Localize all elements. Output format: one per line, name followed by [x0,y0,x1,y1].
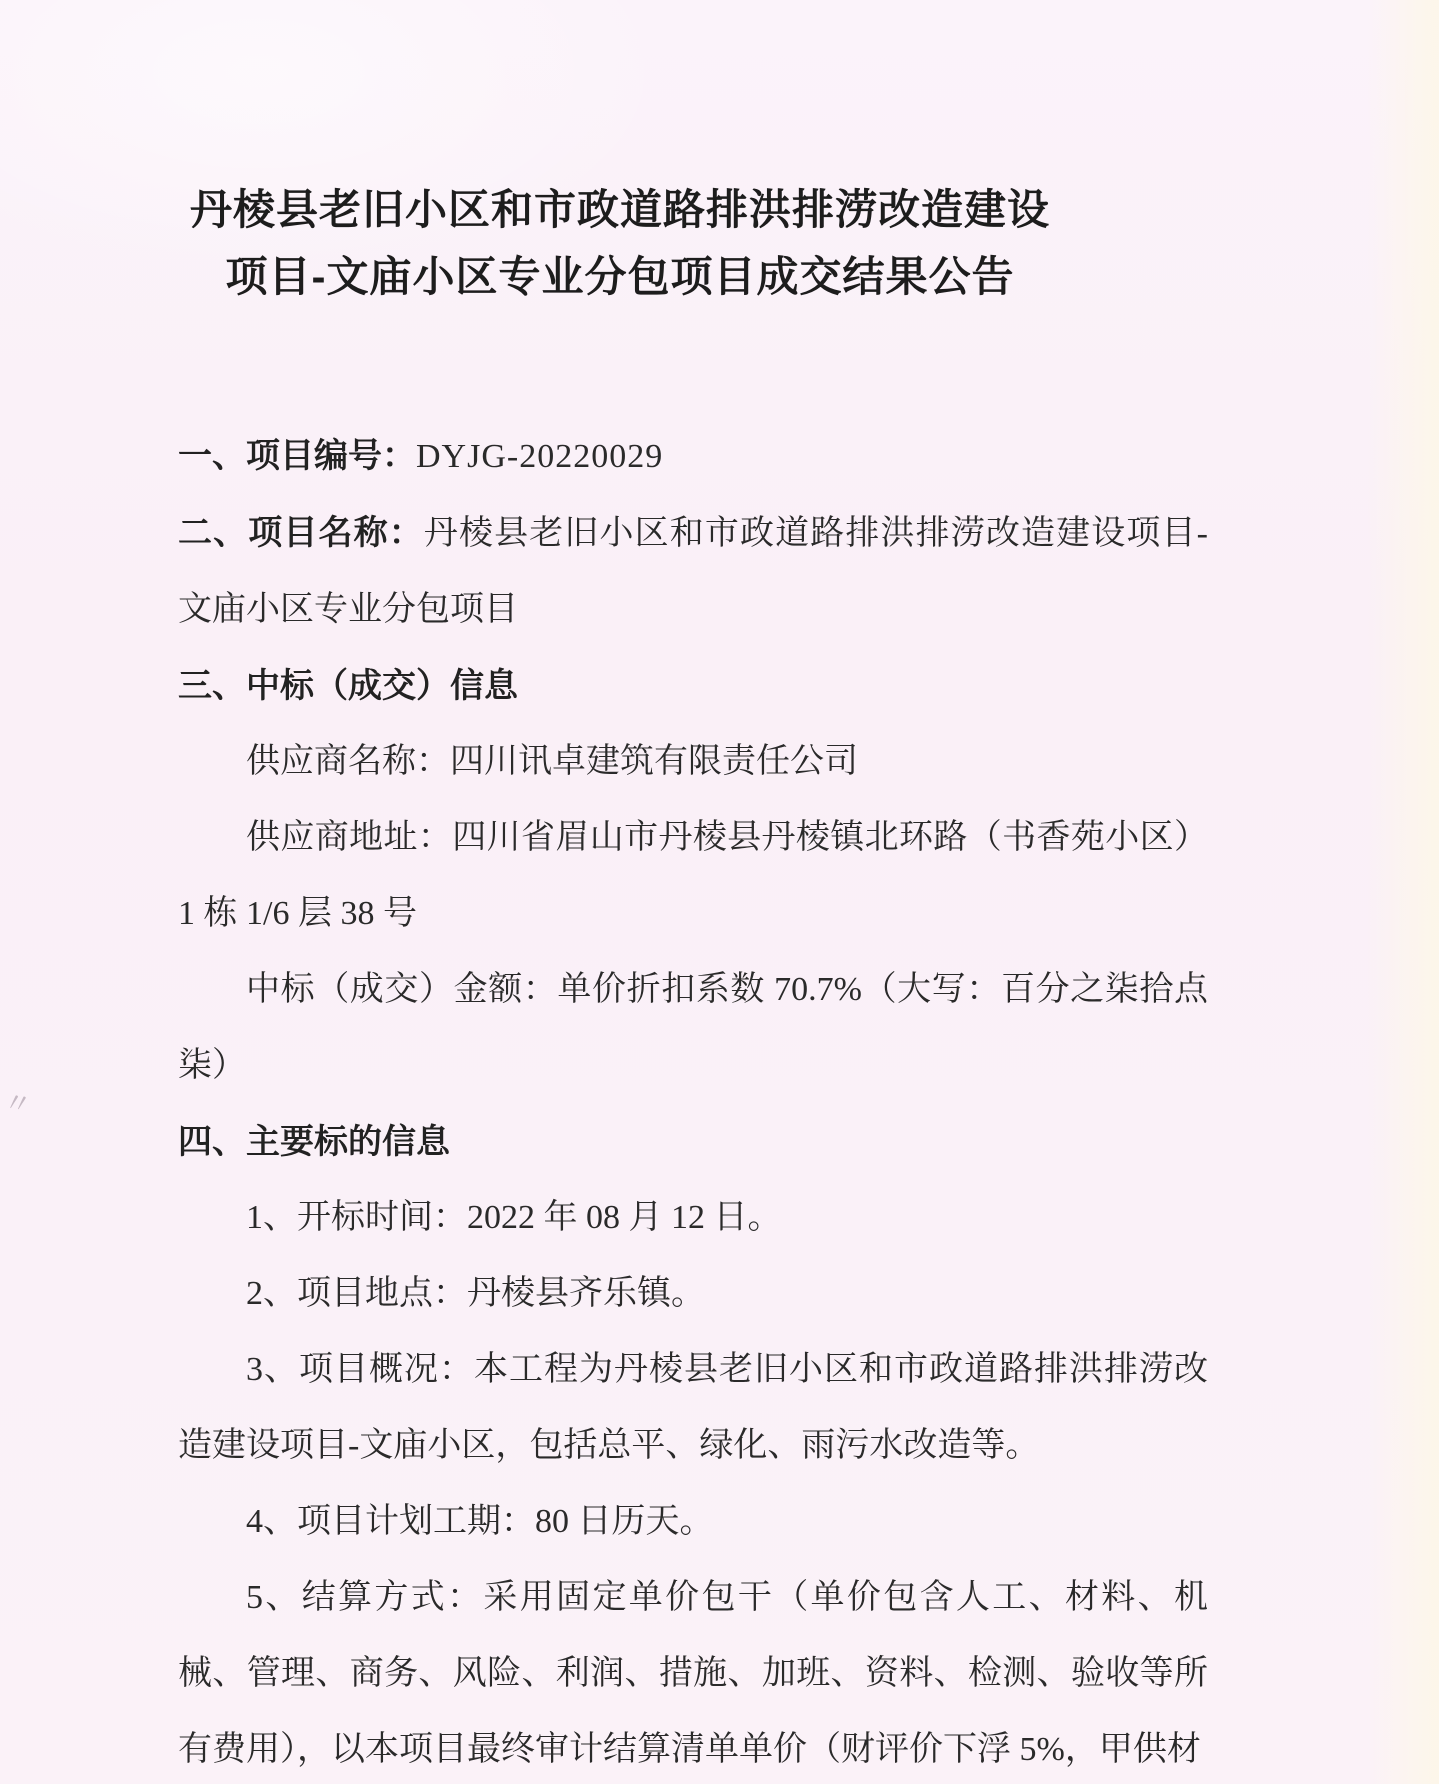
title-line-2: 项目-文庙小区专业分包项目成交结果公告 [225,253,1015,300]
para-project-number [178,418,1208,495]
project-number-label: 一、项目编号： [178,437,416,475]
para-award-amount: 中标（成交）金额：单价折扣系数 70.7%（大写：百分之柒拾点柒） [178,971,1208,1084]
project-number-value: DYJG-20220029 [416,438,664,475]
scan-artifact-mark: 〃 [1,1087,34,1122]
document-body [178,418,1208,1784]
heading-main-subject-info: 四、主要标的信息 [178,1123,450,1161]
project-name-label: 二、项目名称： [178,514,424,552]
para-item-project-overview: 3、项目概况：本工程为丹棱县老旧小区和市政道路排洪排涝改造建设项目-文庙小区，包括总平、绿化、雨污水改造等。 [178,1351,1208,1464]
para-item-bid-opening-time: 1、开标时间：2022 年 08 月 12 日。 [246,1199,782,1236]
heading-award-info: 三、中标（成交）信息 [178,667,518,705]
para-item-planned-duration: 4、项目计划工期：80 日历天。 [246,1503,714,1540]
para-supplier-address: 供应商地址：四川省眉山市丹棱县丹棱镇北环路（书香苑小区）1 栋 1/6 层 38 号 [178,819,1208,932]
para-project-name [178,495,1208,648]
para-supplier-name: 供应商名称：四川讯卓建筑有限责任公司 [246,743,858,780]
document-title [100,176,1140,310]
project-name-value: 丹棱县老旧小区和市政道路排洪排涝改造建设项目-文庙小区专业分包项目 [178,515,1208,628]
title-line-1: 丹棱县老旧小区和市政道路排洪排涝改造建设 [189,186,1050,233]
para-item-project-location: 2、项目地点：丹棱县齐乐镇。 [246,1275,705,1312]
para-item-settlement-method: 5、结算方式：采用固定单价包干（单价包含人工、材料、机械、管理、商务、风险、利润、措施、加班、资料、检测、验收等所有费用），以本项目最终审计结算清单单价（财评价下浮 5%，甲供材 [178,1579,1208,1768]
